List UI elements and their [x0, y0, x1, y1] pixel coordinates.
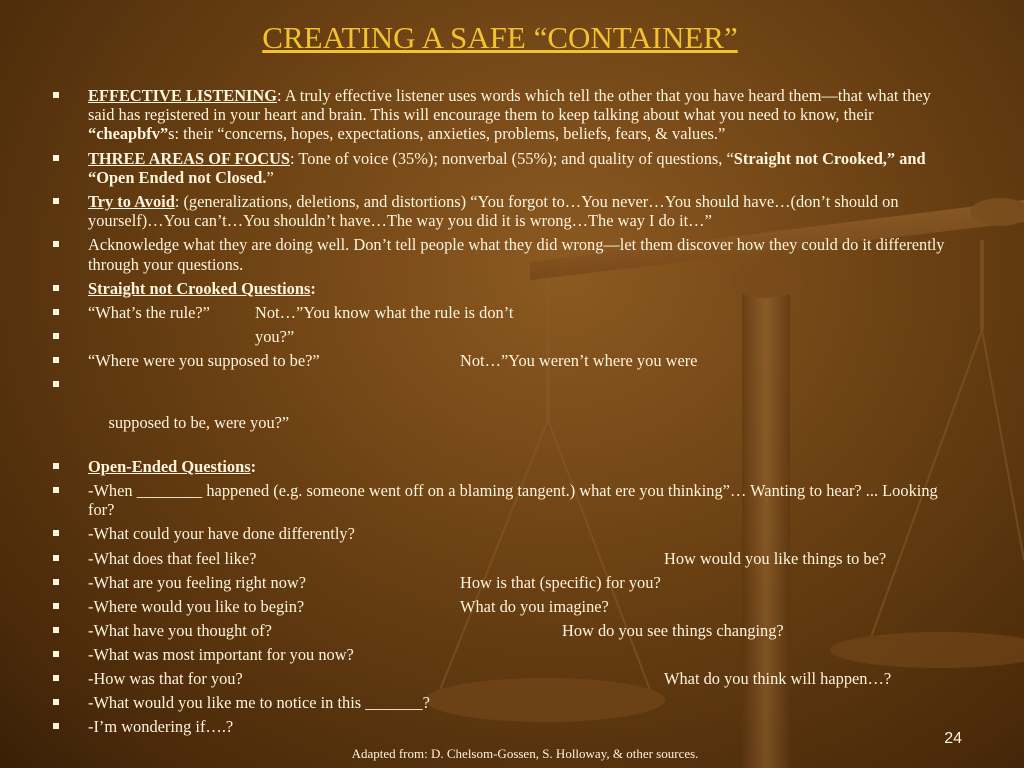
bullet-bold-text: Straight not Crooked,” and “Open Ended not Closed.: [88, 148, 926, 187]
bullet-text: supposed to be, were you?”: [104, 413, 290, 433]
square-bullet-icon: [53, 92, 59, 98]
alternative-text: Not…”You weren’t where you were: [460, 351, 698, 371]
bullet-heading: Open-Ended Questions: [88, 456, 251, 476]
question-text: How is that (specific) for you?: [460, 572, 661, 592]
question-text: “Where were you supposed to be?”: [88, 351, 320, 371]
square-bullet-icon: [53, 241, 59, 247]
square-bullet-icon: [53, 357, 59, 363]
bullet-text: -What could your have done differently?: [88, 524, 355, 544]
bullet-text: -I’m wondering if….?: [88, 717, 234, 737]
list-item: [48, 524, 958, 543]
square-bullet-icon: [53, 699, 59, 705]
square-bullet-icon: [53, 333, 59, 339]
list-item: [48, 86, 958, 144]
bullet-heading: THREE AREAS OF FOCUS: [88, 148, 291, 168]
question-text: “What’s the rule?”: [88, 303, 210, 323]
square-bullet-icon: [53, 651, 59, 657]
question-text: What do you think will happen…?: [664, 668, 892, 688]
bullet-list: [48, 86, 958, 741]
list-item: [48, 375, 958, 452]
list-item: [48, 457, 958, 476]
list-item: [48, 235, 958, 273]
square-bullet-icon: [53, 603, 59, 609]
question-text: -What have you thought of?: [88, 620, 272, 640]
bullet-bold-text: “cheapbfv”: [88, 124, 169, 144]
square-bullet-icon: [53, 555, 59, 561]
square-bullet-icon: [53, 198, 59, 204]
square-bullet-icon: [53, 723, 59, 729]
question-text: What do you imagine?: [460, 596, 609, 616]
bullet-text: Acknowledge what they are doing well. Don’t tell people what they did wrong—let them discover how they could do it differently through your questions.: [88, 235, 945, 274]
list-item: [48, 693, 958, 712]
square-bullet-icon: [53, 463, 59, 469]
bullet-heading: Try to Avoid: [88, 192, 175, 212]
bullet-colon: :: [250, 456, 257, 476]
square-bullet-icon: [53, 381, 59, 387]
list-item: [48, 621, 958, 640]
list-item: [48, 279, 958, 298]
list-item: [48, 149, 958, 187]
list-item: [48, 192, 958, 230]
square-bullet-icon: [53, 285, 59, 291]
square-bullet-icon: [53, 487, 59, 493]
bullet-text: ”: [266, 167, 274, 187]
square-bullet-icon: [53, 309, 59, 315]
page-number: 24: [944, 730, 962, 747]
bullet-text: s: their “concerns, hopes, expectations, anxieties, problems, beliefs, fears, & values.”: [168, 124, 726, 144]
square-bullet-icon: [53, 155, 59, 161]
bullet-heading: EFFECTIVE LISTENING: [88, 86, 277, 105]
list-item: [48, 481, 958, 519]
square-bullet-icon: [53, 530, 59, 536]
question-text: -What does that feel like?: [88, 548, 257, 568]
list-item: [48, 327, 958, 346]
question-text: How would you like things to be?: [664, 548, 887, 568]
bullet-text: -When ________ happened (e.g. someone went off on a blaming tangent.) what ere you thinking”… Wanting to hear? ... Looking for?: [88, 481, 938, 520]
list-item: [48, 549, 958, 568]
list-item: [48, 303, 958, 322]
list-item: [48, 597, 958, 616]
square-bullet-icon: [53, 627, 59, 633]
list-item: [48, 717, 958, 736]
square-bullet-icon: [53, 579, 59, 585]
question-text: -What are you feeling right now?: [88, 572, 307, 592]
bullet-heading: Straight not Crooked Questions: [88, 278, 311, 298]
source-footer: Adapted from: D. Chelsom-Gossen, S. Holloway, & other sources.: [351, 746, 699, 761]
question-text: -How was that for you?: [88, 668, 243, 688]
question-text: -Where would you like to begin?: [88, 596, 305, 616]
list-item: [48, 573, 958, 592]
bullet-text: : (generalizations, deletions, and distortions) “You forgot to…You never…You should have…(don’t should on yourself)…You can’t…You shouldn’t have…The way you did it is wrong…The way I do it…”: [88, 192, 899, 231]
square-bullet-icon: [53, 675, 59, 681]
bullet-colon: :: [310, 278, 316, 298]
bullet-text: : Tone of voice (35%); nonverbal (55%); and quality of questions, “: [290, 148, 734, 168]
list-item: [48, 351, 958, 370]
alternative-text: Not…”You know what the rule is don’t: [255, 303, 514, 323]
alternative-text: you?”: [255, 327, 295, 347]
bullet-text: : A truly effective listener uses words which tell the other that you have heard them—that what they said has registered in your heart and brain. This will encourage them to keep talking about what you need to know, their: [88, 86, 931, 125]
slide-title: CREATING A SAFE “CONTAINER”: [262, 20, 738, 55]
list-item: [48, 669, 958, 688]
question-text: How do you see things changing?: [562, 620, 784, 640]
bullet-text: -What was most important for you now?: [88, 644, 354, 664]
bullet-text: -What would you like me to notice in this _______?: [88, 692, 430, 712]
list-item: [48, 645, 958, 664]
